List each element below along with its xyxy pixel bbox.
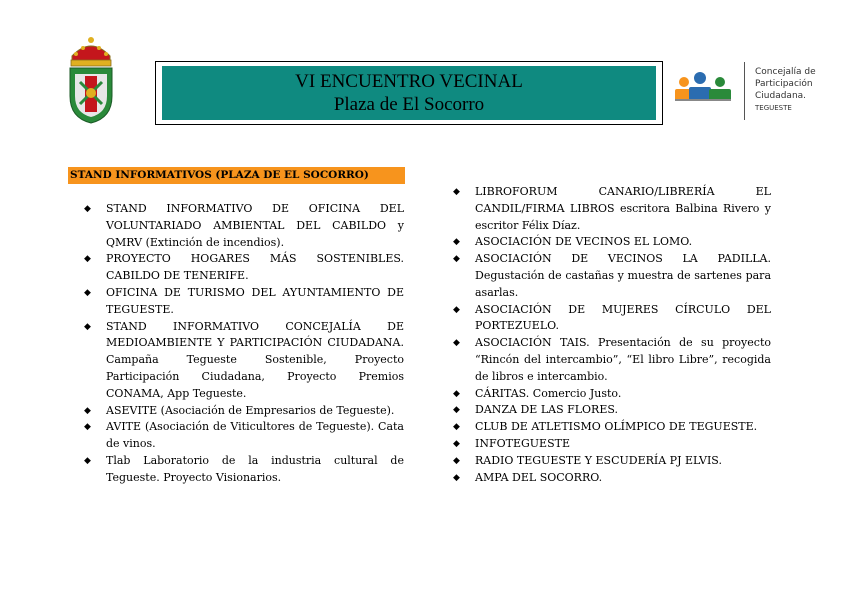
list-item-text: AVITE (Asociación de Viticultores de Tegueste). Cata de vinos.: [106, 420, 404, 451]
logo-line-4: TEGUESTE: [755, 104, 792, 112]
logo-divider: [744, 62, 745, 120]
diamond-bullet-icon: ◆: [453, 438, 460, 449]
diamond-bullet-icon: ◆: [84, 321, 91, 332]
list-item: [453, 386, 771, 403]
list-item: [453, 234, 771, 251]
coat-of-arms-icon: [66, 34, 116, 124]
list-item: [84, 419, 404, 453]
list-item: [453, 335, 771, 385]
title-frame: [155, 61, 663, 125]
diamond-bullet-icon: ◆: [84, 422, 91, 433]
list-item: [453, 302, 771, 336]
list-item: [84, 201, 404, 251]
list-item: [84, 403, 404, 420]
diamond-bullet-icon: ◆: [84, 455, 91, 466]
list-item-text: INFOTEGUESTE: [475, 436, 570, 450]
list-item: [453, 184, 771, 234]
diamond-bullet-icon: ◆: [453, 472, 460, 483]
list-item: [453, 453, 771, 470]
list-item-text: CÁRITAS. Comercio Justo.: [475, 386, 622, 400]
list-item: [84, 319, 404, 403]
list-item: [453, 419, 771, 436]
diamond-bullet-icon: ◆: [453, 388, 460, 399]
list-item-text: ASOCIACIÓN DE MUJERES CÍRCULO DEL PORTEZUELO.: [475, 302, 771, 333]
people-group-logo-icon: [673, 63, 743, 123]
list-item-text: DANZA DE LAS FLORES.: [475, 403, 619, 417]
list-item-text: RADIO TEGUESTE Y ESCUDERÍA PJ ELVIS.: [475, 453, 722, 467]
list-item: [84, 251, 404, 285]
event-title: VI ENCUENTRO VECINAL: [295, 71, 523, 92]
section-heading: STAND INFORMATIVOS (PLAZA DE EL SOCORRO): [68, 167, 405, 184]
list-item: [84, 285, 404, 319]
list-item-text: ASOCIACIÓN DE VECINOS EL LOMO.: [475, 235, 693, 249]
list-item-text: ASOCIACIÓN TAIS. Presentación de su proyecto “Rincón del intercambio”, “El libro Libre”, recogida de libros e intercambio.: [475, 336, 771, 383]
diamond-bullet-icon: ◆: [84, 405, 91, 416]
list-item-text: PROYECTO HOGARES MÁS SOSTENIBLES. CABILDO DE TENERIFE.: [106, 252, 404, 283]
diamond-bullet-icon: ◆: [453, 254, 460, 265]
diamond-bullet-icon: ◆: [453, 455, 460, 466]
list-item-text: ASOCIACIÓN DE VECINOS LA PADILLA. Degustación de castañas y muestra de sartenes para asarlas.: [475, 252, 771, 299]
diamond-bullet-icon: ◆: [453, 405, 460, 416]
list-item-text: CLUB DE ATLETISMO OLÍMPICO DE TEGUESTE.: [475, 420, 758, 434]
left-stand-list: [84, 201, 404, 487]
logo-line-1: Concejalía de: [755, 67, 816, 77]
list-item-text: STAND INFORMATIVO CONCEJALÍA DE MEDIOAMBIENTE Y PARTICIPACIÓN CIUDADANA. Campaña Tegueste Sostenible, Proyecto Participación Ciudadana, Proyecto Premios CONAMA, App Tegueste.: [106, 319, 404, 400]
list-item: [84, 453, 404, 487]
right-stand-list: [453, 184, 771, 486]
title-banner: [162, 66, 656, 120]
list-item-text: LIBROFORUM CANARIO/LIBRERÍA EL CANDIL/FIRMA LIBROS escritora Balbina Rivero y escritor Félix Díaz.: [475, 185, 771, 232]
diamond-bullet-icon: ◆: [453, 237, 460, 248]
diamond-bullet-icon: ◆: [84, 254, 91, 265]
list-item: [453, 470, 771, 487]
list-item-text: STAND INFORMATIVO DE OFICINA DEL VOLUNTARIADO AMBIENTAL DEL CABILDO y QMRV (Extinción de incendios).: [106, 202, 404, 249]
department-logo-text: [755, 66, 816, 114]
diamond-bullet-icon: ◆: [453, 422, 460, 433]
list-item: [453, 251, 771, 301]
list-item: [453, 402, 771, 419]
list-item: [453, 436, 771, 453]
list-item-text: ASEVITE (Asociación de Empresarios de Tegueste).: [106, 403, 395, 417]
diamond-bullet-icon: ◆: [453, 187, 460, 197]
diamond-bullet-icon: ◆: [84, 204, 91, 214]
list-item-text: Tlab Laboratorio de la industria cultural de Tegueste. Proyecto Visionarios.: [106, 453, 404, 484]
event-subtitle: Plaza de El Socorro: [333, 94, 485, 115]
logo-line-3: Ciudadana.: [755, 91, 807, 101]
list-item-text: AMPA DEL SOCORRO.: [475, 470, 603, 484]
diamond-bullet-icon: ◆: [453, 304, 460, 315]
list-item-text: OFICINA DE TURISMO DEL AYUNTAMIENTO DE TEGUESTE.: [106, 285, 404, 316]
diamond-bullet-icon: ◆: [453, 338, 460, 349]
diamond-bullet-icon: ◆: [84, 287, 91, 298]
logo-line-2: Participación: [755, 79, 813, 89]
